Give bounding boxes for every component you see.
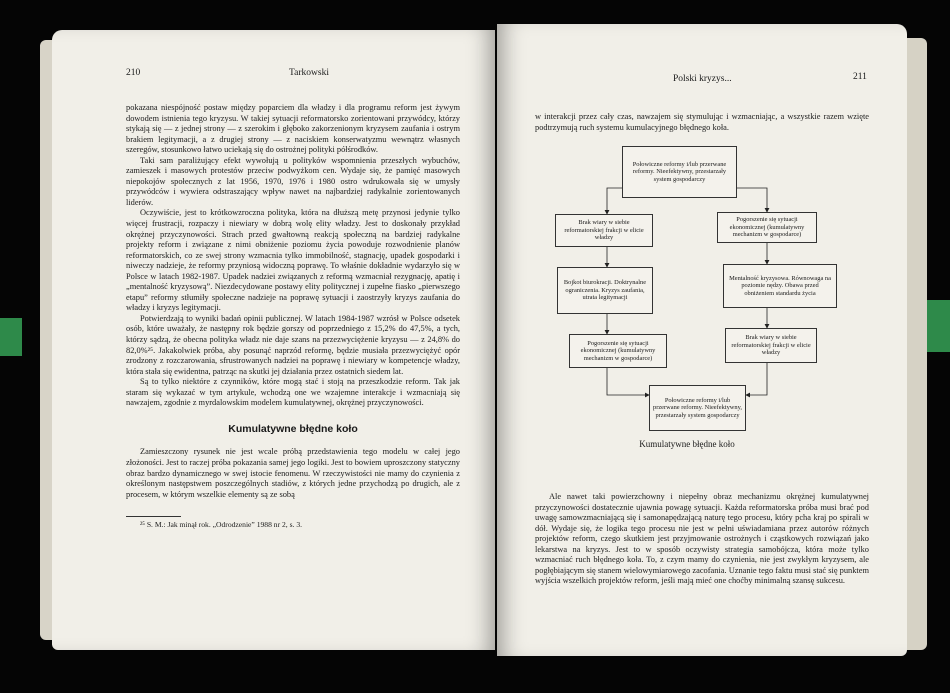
section-title: Kumulatywne błędne koło — [228, 422, 358, 435]
arrow — [607, 368, 649, 395]
right-running-head: Polski kryzys... — [673, 74, 732, 84]
diagram-box-bureaucracy-boycott — [557, 267, 653, 314]
footnote: ²⁵ S. M.: Jak minął rok. „Odrodzenie” 1988 nr 2, s. 3. — [140, 520, 303, 530]
diagram-box-partial-reforms — [622, 146, 737, 198]
box-text: Brak wiary w siebie reformatorskiej frakcji w elicie władzy — [731, 334, 811, 357]
diagram-box-lack-of-faith — [555, 214, 653, 247]
box-text: Pogorszenie się sytuacji ekonomicznej (kumulatywny mechanizm w gospodarce) — [580, 339, 656, 362]
paragraph: Potwierdzają to wyniki badań opinii publicznej. W latach 1984-1987 wzrósł w Polsce odsetek osób, które uważały, że następny rok będzie gorszy od poprzedniego z 15,2% do 47,5%, a tych, którzy sądzą, że obecna polityka władz nie daje szans na przezwyciężenie kryzysu — z 24,8% do 82,0%²⁵. Jakakolwiek próba, aby posunąć naprzód reformę, będzie musiała przezwyciężyć opór zrodzony z rozczarowania, sfrustrowanych nadziei na poprawę i niewiary w kompetencje władzy, która stała się ewidentna, patrząc na skutki jej działania przez ostatnich siedem lat. — [126, 313, 460, 376]
paragraph: Zamieszczony rysunek nie jest wcale próbą przedstawienia tego modelu w całej jego złożoności. Jest to raczej próba pokazania samej jego logiki. Jest to bowiem uproszczony statyczny obraz bardzo dynamicznego w swej istocie fenomenu. W rzeczywistości nie mamy do czynienia z określonym następstwem poszczególnych stadiów, z których jedne przychodzą po drugich, ale z procesem, w którym wszelkie elementy są ze sobą — [126, 447, 460, 499]
box-text: Mentalność kryzysowa. Równowaga na poziomie nędzy. Obawa przed obniżeniem standardu życia — [729, 274, 831, 297]
diagram-box-crisis-mentality — [723, 264, 837, 308]
diagram-box-economic-decline-2 — [569, 334, 667, 368]
paragraph: Ale nawet taki powierzchowny i niepełny obraz mechanizmu okrężnej kumulatywnej przyczynowości dostatecznie ujawnia powagę sytuacji. Każda reformatorska próba musi brać pod uwagę samowzmacniającą się i samonapędzającą naturę tego procesu, który pcha kraj po spirali w dół. Wydaje się, że logika tego procesu nie jest w pełni uświadamiana przez autorów różnych projektów reform, czego skutkiem jest przyjmowanie ostrożnych i cząstkowych rozwiązań jako lekarstwa na kryzys. Jest to w sposób oczywisty strategia samobójcza, która może tylko wzmacniać ruch błędnego koła. To, z czym mamy do czynienia, nie jest zwykłym kryzysem, ale pogłębiającym się stanem wielowymiarowego zacofania. Uznanie tego faktu musi stać się punktem wyjścia wszelkich projektów reform, jeśli mają mieć one choćby minimalną szansę sukcesu. — [535, 492, 869, 586]
box-text: Połowiczne reformy i/lub przerwane reformy. Nieefektywny, przestarzały system gospodarczy — [632, 160, 727, 183]
box-text: Bojkot biurokracji. Doktrynalne ograniczenia. Kryzys zaufania, utrata legitymacji — [563, 279, 647, 302]
diagram-box-partial-reforms-2 — [649, 385, 746, 431]
diagram-caption: Kumulatywne błędne koło — [639, 439, 735, 449]
left-page — [52, 30, 495, 650]
footnote-divider — [126, 516, 181, 517]
arrow — [737, 188, 767, 212]
paragraph: w interakcji przez cały czas, nawzajem się stymulując i wzmacniając, a wszystkie razem wzięte podtrzymują ruch systemu kumulacyjnego błędnego koła. — [535, 112, 869, 132]
right-page-edges — [905, 38, 927, 650]
box-text: Pogorszenie się sytuacji ekonomicznej (kumulatywny mechanizm w gospodarce) — [729, 216, 805, 239]
paragraph: Są to tylko niektóre z czynników, które mogą stać i stoją na przeszkodzie reform. Tak jak staram się wykazać w tym artykule, wchodzą one we wzajemne interakcje i wzmacniają się nawzajem, zgodnie z myrdalowskim modelem kumulatywnej, okrężnej przyczynowości. — [126, 377, 460, 408]
left-page-number: 210 — [126, 68, 141, 78]
box-text: Brak wiary w siebie reformatorskiej frakcji w elicie władzy — [564, 219, 644, 242]
right-page — [497, 24, 907, 656]
left-page-body — [126, 103, 460, 531]
green-bookmark-left — [0, 318, 22, 356]
diagram-box-lack-of-faith-2 — [725, 328, 817, 363]
paragraph: pokazana niespójność postaw między poparciem dla władzy i dla programu reform jest żywym dowodem istnienia tego kryzysu. W takiej sytuacji reformatorsko zorientowani przywódcy, którzy stykają się — z jednej strony — z szerokim i głęboko zakorzenionym kryzysem zaufania i ostrym brakiem legitymacji, a z drugiej strony — z naciskiem konserwatyzmu wewnątrz własnych szeregów, stosunkowo łatwo uciekają się do ostrożnej polityki półśrodków. — [126, 103, 460, 155]
diagram-box-economic-decline — [717, 212, 817, 243]
arrow — [607, 188, 622, 214]
arrow — [746, 363, 767, 395]
paragraph: Taki sam paraliżujący efekt wywołują u polityków wspomnienia przeszłych wybuchów, zamieszek i masowych protestów przeciw podwyżkom cen. Wydaje się, że pamięć masowych niepokojów społecznych z lat 1956, 1970, 1976 i 1980 ostro wdrukowała się w umysły przywódców i wywiera odstraszający wpływ nawet na najbardziej radykalnie zorientowanych liderów. — [126, 155, 460, 207]
right-page-body — [535, 492, 869, 587]
right-page-number: 211 — [853, 72, 867, 82]
left-running-head: Tarkowski — [289, 68, 329, 78]
green-bookmark-right — [927, 300, 950, 352]
box-text: Połowiczne reformy i/lub przerwane reformy. Nieefektywny, przestarzały system gospodarczy — [653, 396, 742, 419]
paragraph: Oczywiście, jest to krótkowzroczna polityka, która na dłuższą metę przynosi jedynie tylko więcej frustracji, rozpaczy i niewiary w dobrą wolę elity władzy. Jest to doskonały przykład okrężnej przyczynowości. Strach przed gwałtowną reakcją społeczną na bardziej radykalne projekty reform i związane z nimi obniżenie poziomu życia powoduje rozwodnienie planów reformatorskich, co ze swej strony wzmacnia tylko immobilność, stagnację, upadek gospodarki i niweczy nadzieje, że reformy przyniosą widoczną poprawę. To właśnie dokładnie wydarzyło się w Polsce w latach 1982-1987. Upadek nadziei związanych z reformą wzmacniał rezygnację, apatię i „mentalność kryzysową”. Niezdecydowane postawy elity politycznej i zupełne fiasko „pierwszego etapu” reformy stłumiły społeczne nadzieje na poprawę sytuacji i zaostrzyły kryzys zaufania do władzy i kryzys legitymacji. — [126, 208, 460, 313]
